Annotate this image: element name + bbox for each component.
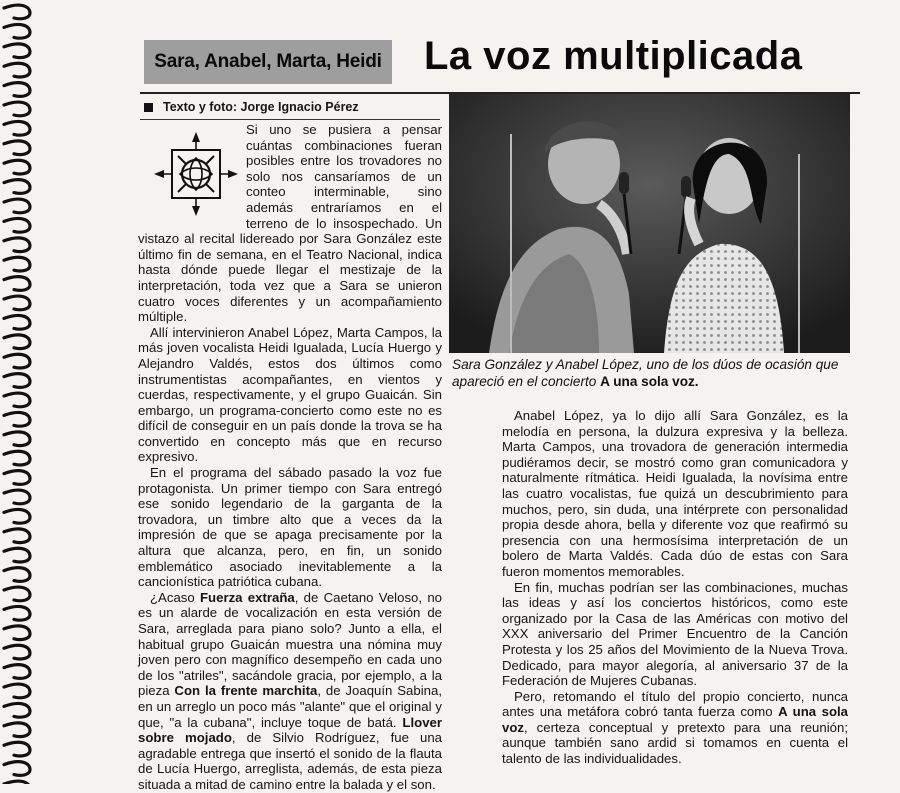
kicker-box (144, 40, 392, 84)
spiral-coil (4, 141, 30, 155)
spiral-coil (4, 277, 30, 291)
spiral-coil (4, 548, 30, 562)
paragraph: ¿Acaso Fuerza extraña, de Caetano Veloso, no es un alarde de vocalización en esta versión de Sara, arreglada para piano solo? Junto a ella, el habitual grupo Guaicán muestra una nómina muy joven pero con magnífico desempeño en cada uno de los "atriles", sacándole gracia, por ejemplo, a la pieza Con la frente marchita, de Joaquín Sabina, en un arreglo un poco más "alante" que el original y que, "a la cubana", incluye toque de batá. Llover sobre mojado, de Silvio Rodríguez, fue una agradable entrega que insertó el sonido de la flauta de Lucía Huergo, arreglista, además, de esta pieza situada a mitad de camino entre la balada y el son. (138, 589, 442, 792)
spiral-coil (4, 529, 30, 543)
byline (144, 100, 359, 114)
photo-caption (452, 356, 852, 390)
spiral-coil (4, 238, 30, 252)
spiral-coil (4, 665, 30, 679)
song-title: Llover sobre mojado (138, 714, 442, 746)
paragraph: Anabel López, ya lo dijo allí Sara González, es la melodía en persona, la dulzura expresiva y la belleza. Marta Campos, una trovadora de generación intermedia pudiéramos decir, se mostró como gran comunicadora y naturalmente rítmática. Heidi Igualada, la novísima entre las cuatro vocalistas, fue quizá un descubrimiento para muchos, pero, sin duda, una intérprete con personalidad propia desde ahora, bella y diferente voz que reafirmó su presencia con una hermosísima interpretación de un bolero de Marta Valdés. Cada dúo de estas con Sara fueron momentos memorables. (502, 408, 848, 579)
spiral-coil (4, 703, 30, 717)
spiral-coil (4, 199, 30, 213)
paragraph: Si uno se pusiera a pensar cuántas combinaciones fueran posibles entre los trovadores no solo nos cansaríamos de un conteo interminable, sino además entraríamos en el terreno de lo insospechado. Un vistazo al recital lidereado por Sara González este último fin de semana, en el Teatro Nacional, indica hasta dónde puede llegar el mestizaje de la interpretación, toda vez que a Sara se unieron cuatro voces diferentes y un acompañamiento múltiple. (138, 122, 442, 325)
spiral-coil (4, 742, 30, 756)
spiral-coil (4, 762, 30, 776)
headline: La voz multiplicada (424, 34, 803, 78)
spiral-coil (4, 723, 30, 737)
article-column-2 (502, 408, 848, 767)
spiral-coil (4, 160, 30, 174)
spiral-coil (4, 451, 30, 465)
paragraph: Pero, retomando el título del propio concierto, nunca antes una metáfora cobró tanta fuerza como A una sola voz, certeza conceptual y pretexto para una reunión; aunque también sano ardid si tomamos en cuenta el talento de las individualidades. (502, 688, 848, 767)
spiral-coil (4, 412, 30, 426)
spiral-coil (4, 587, 30, 601)
spiral-coil (4, 684, 30, 698)
spiral-coil (4, 5, 30, 19)
spiral-coil (4, 44, 30, 58)
caption-concert-title: A una sola voz. (600, 374, 699, 389)
spiral-coil (4, 509, 30, 523)
spiral-binding (0, 0, 40, 784)
spiral-coil (4, 257, 30, 271)
paragraph: En fin, muchas podrían ser las combinaciones, muchas las ideas y así los conciertos históricos, como este organizado por la Casa de las Américas con motivo del XXX aniversario del Primer Encuentro de la Canción Protesta y los 25 años del Movimiento de la Nueva Trova. Dedicado, para mayor alegoría, al aniversario 37 de la Federación de Mujeres Cubanas. (502, 579, 848, 689)
spiral-coil (4, 83, 30, 97)
spiral-coil (4, 296, 30, 310)
spiral-coil (4, 180, 30, 194)
caption-text: Sara González y Anabel López, uno de los dúos de ocasión que apareció en el concierto (452, 357, 839, 389)
concert-photo (449, 94, 850, 353)
spiral-coil (4, 606, 30, 620)
paragraph: Allí intervinieron Anabel López, Marta Campos, la más joven vocalista Heidi Igualada, Lucía Huergo y Alejandro Valdés, estos dos últimos como instrumentistas acompañantes, en vientos y cuerdas, respectivamente, y el grupo Guaicán. Sin embargo, un programa-concierto como este no es difícil de conseguir en un país donde la trova se ha convertido en concepto más que en recurso expresivo. (138, 324, 442, 465)
spiral-coil (4, 471, 30, 485)
spiral-coil (4, 393, 30, 407)
byline-text: Texto y foto: Jorge Ignacio Pérez (163, 100, 359, 114)
kicker-text: Sara, Anabel, Marta, Heidi (154, 51, 382, 72)
spiral-coil (4, 63, 30, 77)
spiral-coil (4, 626, 30, 640)
spiral-coil (4, 121, 30, 135)
spiral-coil (4, 432, 30, 446)
spiral-coil (4, 102, 30, 116)
song-title: Con la frente marchita (174, 683, 318, 699)
article-column-1 (138, 122, 442, 793)
byline-rule (140, 119, 440, 120)
spiral-coil (4, 490, 30, 504)
spiral-coil (4, 645, 30, 659)
bullet-square-icon (144, 103, 153, 112)
spiral-coil (4, 218, 30, 232)
spiral-coil (4, 568, 30, 582)
spiral-coil (4, 335, 30, 349)
spiral-coil (4, 315, 30, 329)
song-title: Fuerza extraña (200, 589, 295, 605)
paragraph: En el programa del sábado pasado la voz fue protagonista. Un primer tiempo con Sara entregó ese sonido legendario de la garganta de la trovadora, un timbre alto que a veces da la impresión de que se apaga precisamente por la altura que alcanza, pero, en fin, un sonido emblemático asociado inevitablemente a la cancionística patriótica cubana. (138, 465, 442, 590)
spiral-coil (4, 24, 30, 38)
spiral-coil (4, 374, 30, 388)
concert-title: A una sola voz (502, 704, 848, 735)
spiral-coil (4, 354, 30, 368)
